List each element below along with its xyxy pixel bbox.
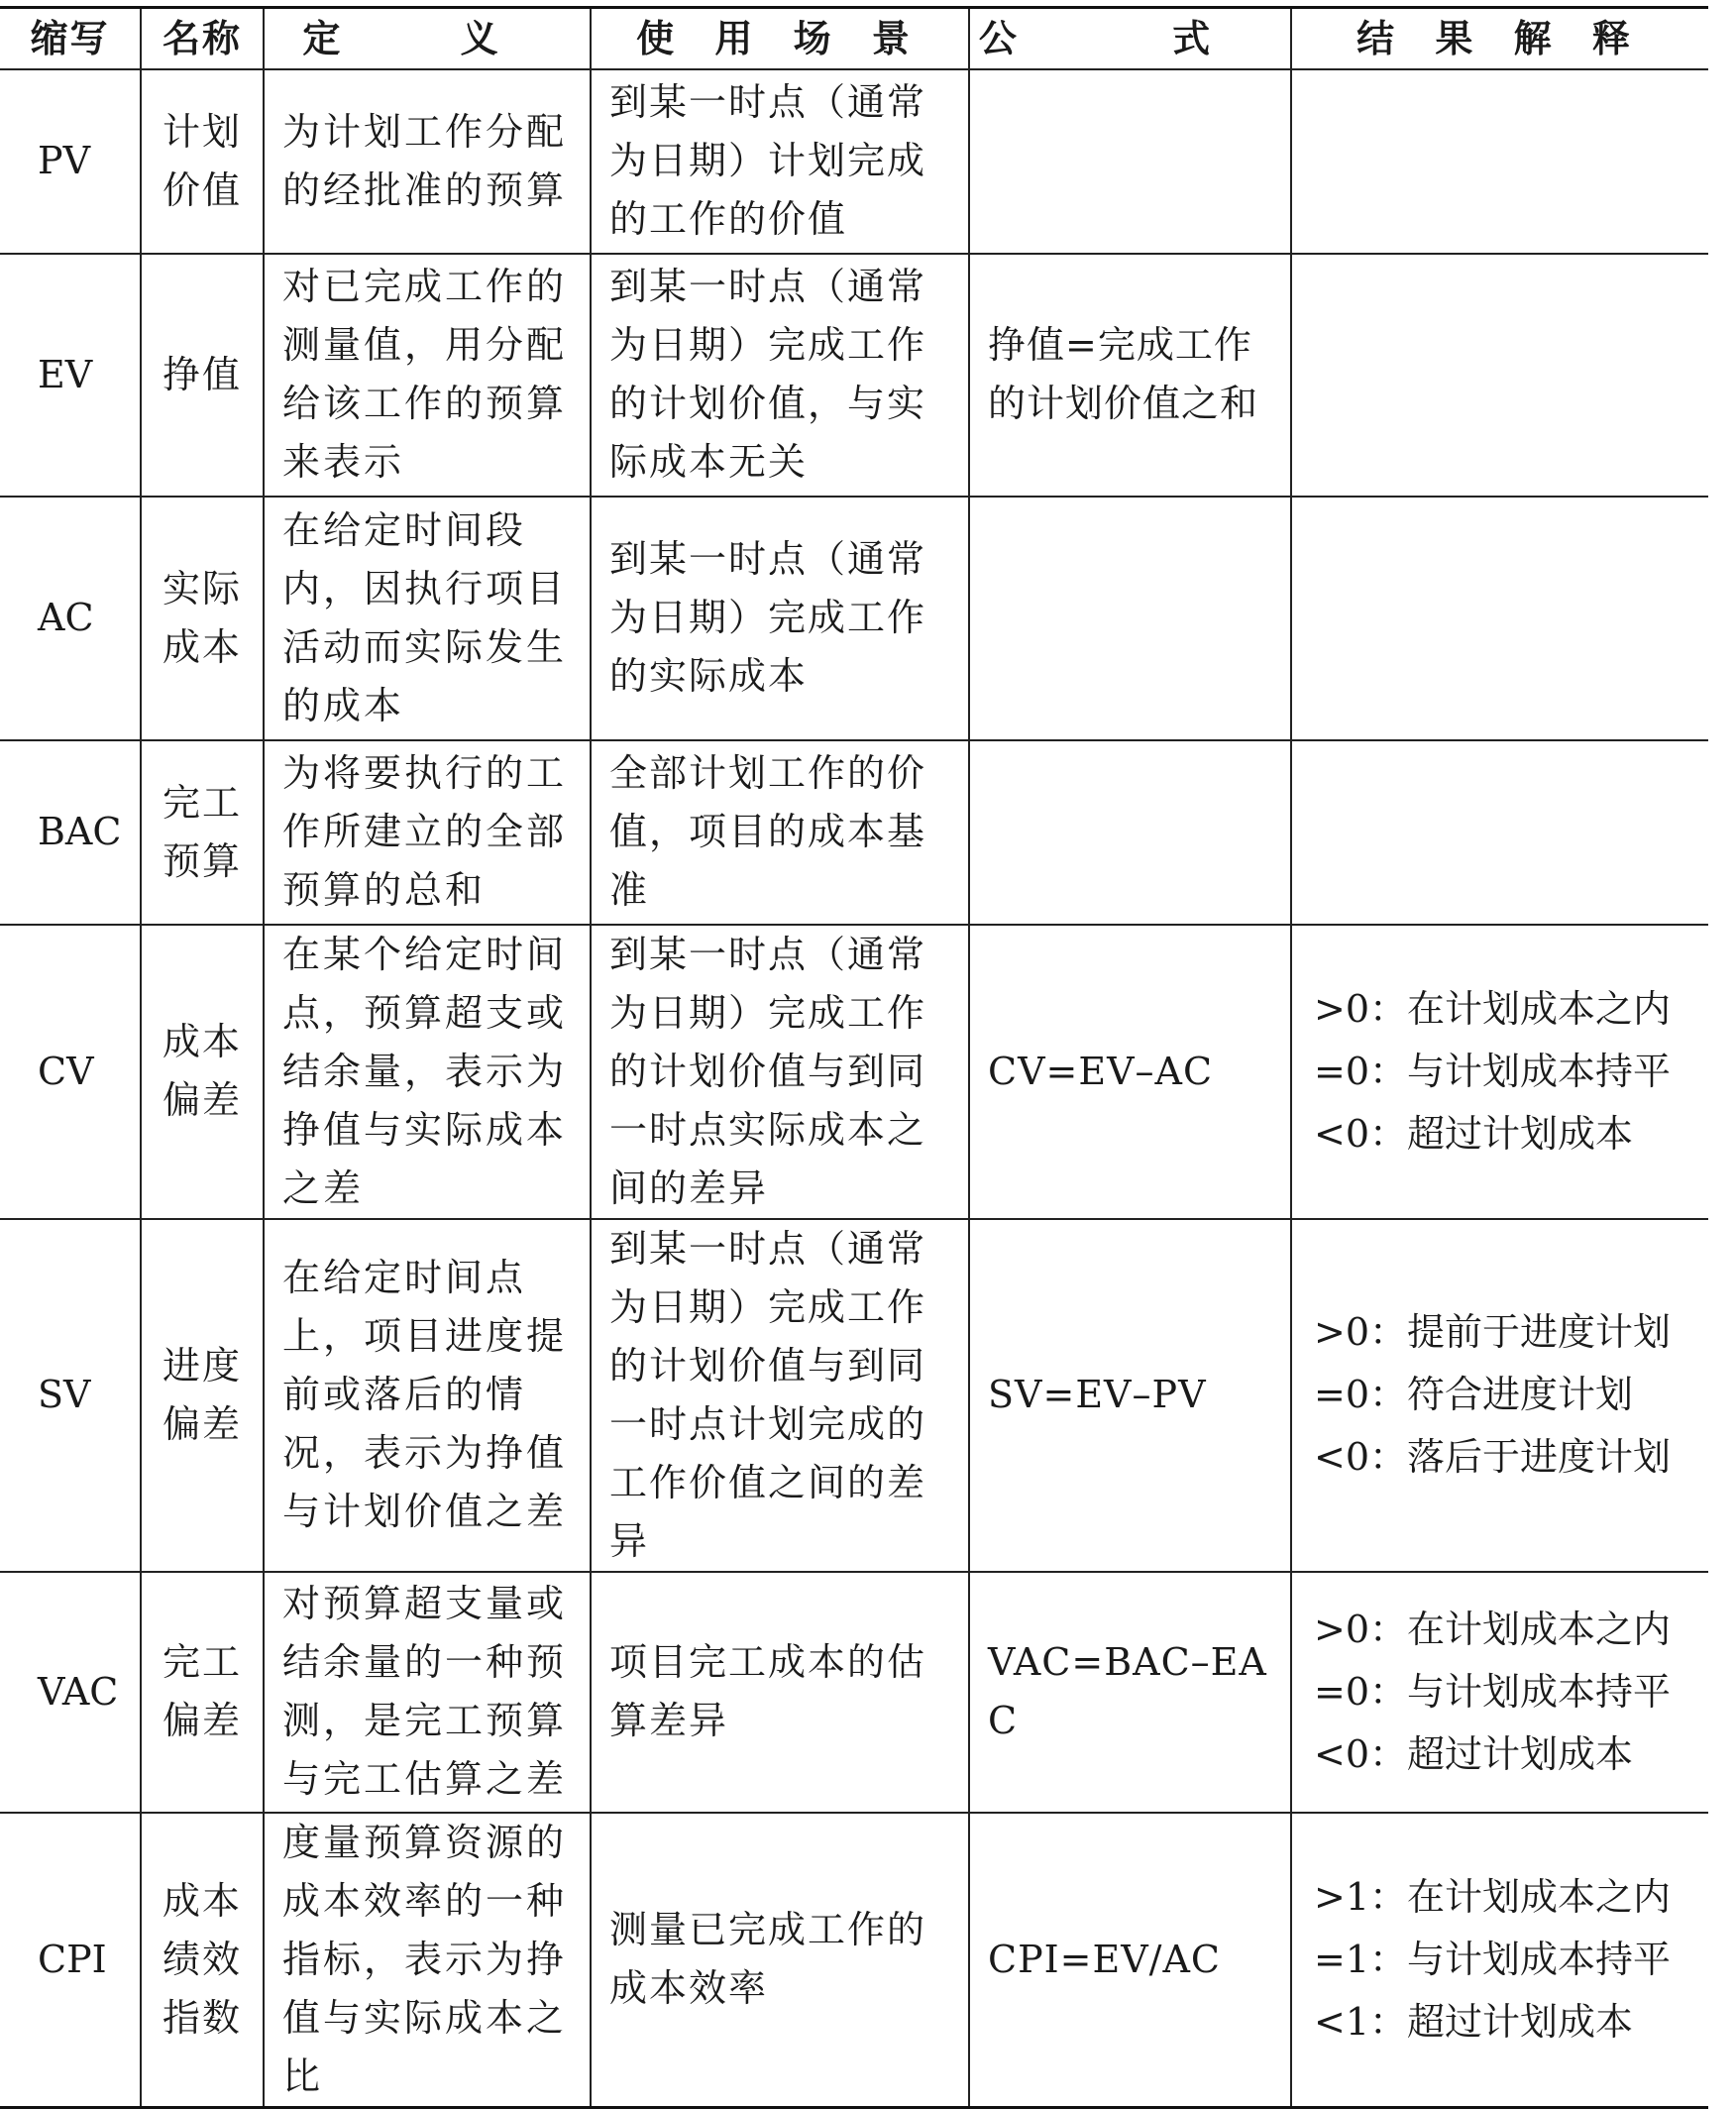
- table-row-vac: [0, 1572, 1708, 1813]
- evm-terms-table: [0, 6, 1708, 2109]
- header-definition: 定 义: [264, 8, 591, 69]
- cell-name: 挣值: [141, 254, 264, 497]
- table-row-ac: [0, 497, 1708, 740]
- cell-definition: 为计划工作分配的经批准的预算: [264, 69, 591, 254]
- interpretation-line: =0：与计划成本持平: [1314, 1049, 1672, 1093]
- cell-abbr: AC: [0, 497, 141, 740]
- cell-abbr: CV: [0, 925, 141, 1219]
- header-scenario: 使 用 场 景: [591, 8, 969, 69]
- header-row: [0, 8, 1708, 69]
- cell-abbr: EV: [0, 254, 141, 497]
- header-abbr: 缩写: [0, 8, 141, 69]
- header-interpretation: 结 果 解 释: [1291, 8, 1708, 69]
- interpretation-line: <0：超过计划成本: [1314, 1111, 1634, 1156]
- cell-formula: CV=EV–AC: [969, 925, 1291, 1219]
- cell-interpretation: [1291, 254, 1708, 497]
- table-row-cpi: [0, 1813, 1708, 2108]
- cell-formula: SV=EV–PV: [969, 1219, 1291, 1572]
- cell-name: 计划价值: [141, 69, 264, 254]
- interpretation-line: <1：超过计划成本: [1314, 1999, 1634, 2044]
- cell-definition: 度量预算资源的成本效率的一种指标，表示为挣值与实际成本之比: [264, 1813, 591, 2108]
- cell-scenario: 项目完工成本的估算差异: [591, 1572, 969, 1813]
- cell-definition: 在某个给定时间点，预算超支或结余量，表示为挣值与实际成本之差: [264, 925, 591, 1219]
- cell-definition: 对预算超支量或结余量的一种预测，是完工预算与完工估算之差: [264, 1572, 591, 1813]
- interpretation-line: =1：与计划成本持平: [1314, 1937, 1672, 1981]
- cell-interpretation: [1291, 1572, 1708, 1813]
- table-row-cv: [0, 925, 1708, 1219]
- cell-formula: VAC=BAC–EAC: [969, 1572, 1291, 1813]
- cell-interpretation: [1291, 1813, 1708, 2108]
- cell-interpretation: [1291, 925, 1708, 1219]
- cell-name: 完工预算: [141, 740, 264, 925]
- header-name: 名称: [141, 8, 264, 69]
- cell-scenario: 到某一时点（通常为日期）完成工作的计划价值，与实际成本无关: [591, 254, 969, 497]
- cell-abbr: BAC: [0, 740, 141, 925]
- cell-name: 成本偏差: [141, 925, 264, 1219]
- cell-interpretation: [1291, 497, 1708, 740]
- cell-formula: [969, 497, 1291, 740]
- evm-terms-table-container: [0, 6, 1708, 2109]
- cell-abbr: VAC: [0, 1572, 141, 1813]
- table-row-sv: [0, 1219, 1708, 1572]
- cell-abbr: PV: [0, 69, 141, 254]
- cell-definition: 在给定时间点上，项目进度提前或落后的情况，表示为挣值与计划价值之差: [264, 1219, 591, 1572]
- cell-scenario: 测量已完成工作的成本效率: [591, 1813, 969, 2108]
- cell-definition: 对已完成工作的测量值，用分配给该工作的预算来表示: [264, 254, 591, 497]
- cell-scenario: 到某一时点（通常为日期）完成工作的计划价值与到同一时点计划完成的工作价值之间的差异: [591, 1219, 969, 1572]
- cell-definition: 为将要执行的工作所建立的全部预算的总和: [264, 740, 591, 925]
- interpretation-line: >1：在计划成本之内: [1314, 1874, 1672, 1919]
- cell-name: 完工偏差: [141, 1572, 264, 1813]
- cell-name: 进度偏差: [141, 1219, 264, 1572]
- cell-name: 实际成本: [141, 497, 264, 740]
- cell-formula: 挣值=完成工作的计划价值之和: [969, 254, 1291, 497]
- cell-interpretation: [1291, 1219, 1708, 1572]
- interpretation-line: =0：符合进度计划: [1314, 1373, 1634, 1416]
- cell-name: 成本绩效指数: [141, 1813, 264, 2108]
- cell-scenario: 到某一时点（通常为日期）计划完成的工作的价值: [591, 69, 969, 254]
- cell-scenario: 全部计划工作的价值，项目的成本基准: [591, 740, 969, 925]
- interpretation-line: =0：与计划成本持平: [1314, 1669, 1672, 1714]
- cell-interpretation: [1291, 69, 1708, 254]
- interpretation-line: >0：在计划成本之内: [1314, 1607, 1672, 1651]
- cell-formula: [969, 740, 1291, 925]
- cell-formula: CPI=EV/AC: [969, 1813, 1291, 2108]
- table-row-ev: [0, 254, 1708, 497]
- cell-scenario: 到某一时点（通常为日期）完成工作的计划价值与到同一时点实际成本之间的差异: [591, 925, 969, 1219]
- interpretation-line: >0：提前于进度计划: [1314, 1310, 1672, 1354]
- cell-abbr: SV: [0, 1219, 141, 1572]
- interpretation-line: >0：在计划成本之内: [1314, 986, 1672, 1031]
- cell-scenario: 到某一时点（通常为日期）完成工作的实际成本: [591, 497, 969, 740]
- cell-interpretation: [1291, 740, 1708, 925]
- table-row-pv: [0, 69, 1708, 254]
- table-row-bac: [0, 740, 1708, 925]
- cell-formula: [969, 69, 1291, 254]
- header-formula: 公 式: [969, 8, 1291, 69]
- interpretation-line: <0：超过计划成本: [1314, 1731, 1634, 1776]
- cell-abbr: CPI: [0, 1813, 141, 2108]
- cell-definition: 在给定时间段内，因执行项目活动而实际发生的成本: [264, 497, 591, 740]
- interpretation-line: <0：落后于进度计划: [1314, 1435, 1672, 1479]
